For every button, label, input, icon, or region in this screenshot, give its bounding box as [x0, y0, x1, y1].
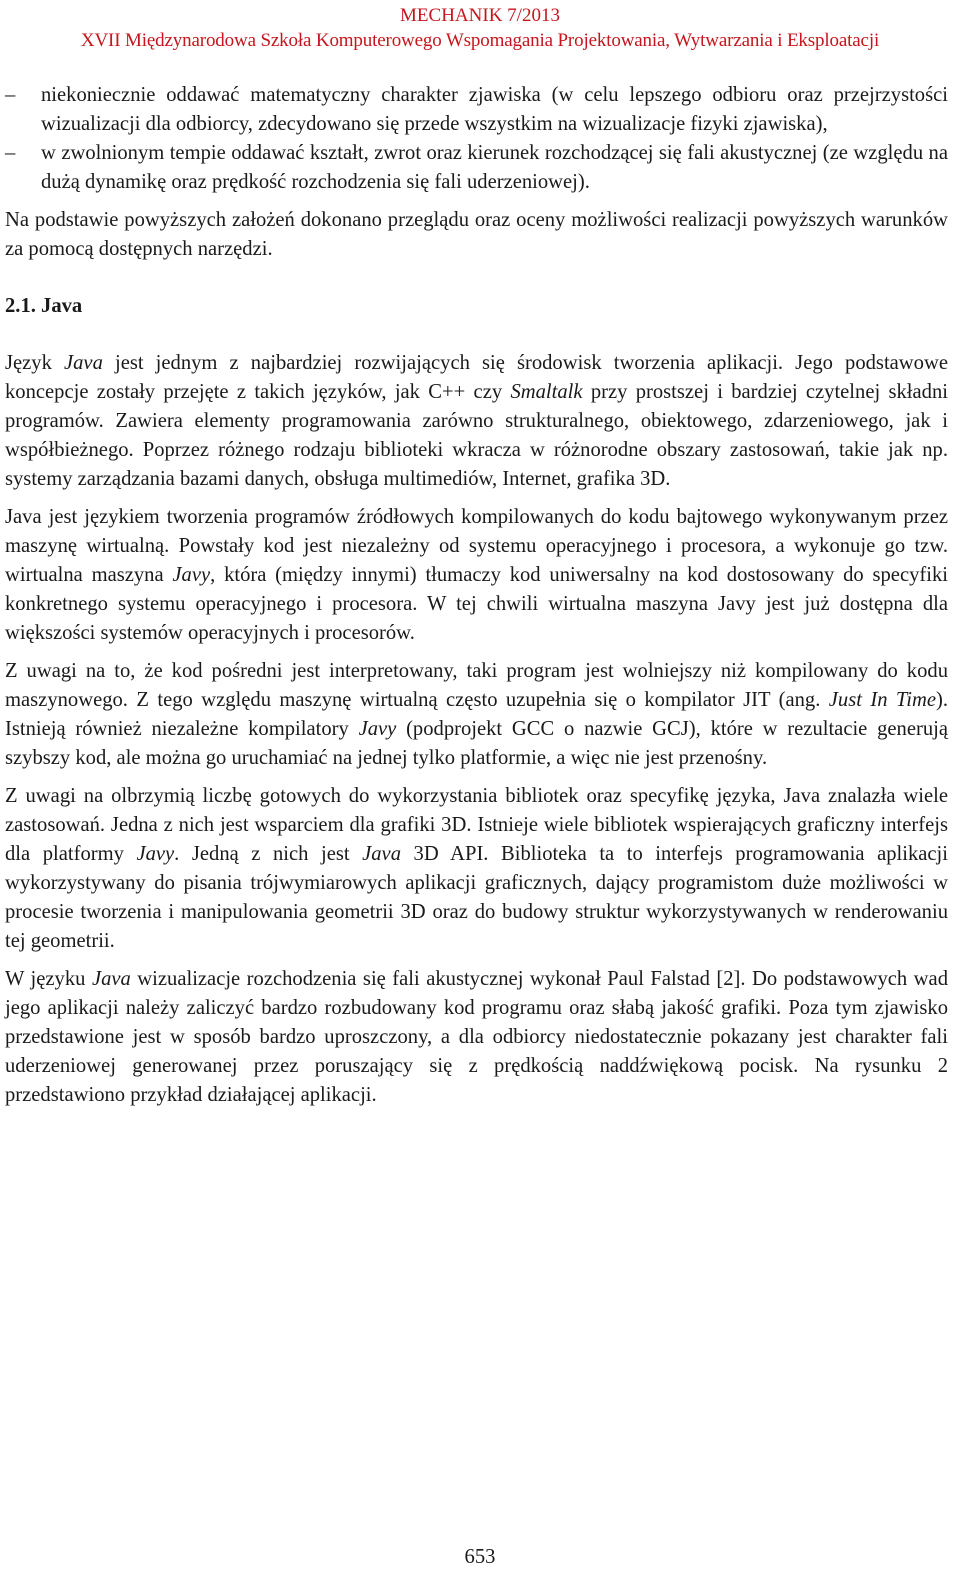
text-run: Z uwagi na olbrzymią liczbę gotowych do wykorzystania bibliotek oraz specyfikę języka, Java znalazła wiele zastosowań. Jedna z nich jest wsparciem dla grafiki 3D. Istnieje wiele bibliotek wspierających graficzny interfejs dla platformy: [5, 785, 948, 865]
paragraph-bytecode: [5, 503, 948, 648]
text-run: Java jest językiem tworzenia programów źródłowych kompilowanych do kodu bajtowego wykonywanym przez maszynę wirtualną. Powstały kod jest niezależny od systemu operacyjnego i procesora, a wykonuje go tzw. wirtualna maszyna: [5, 506, 948, 586]
paragraph-falstad: [5, 965, 948, 1110]
italic-term: Java: [64, 352, 103, 374]
text-run: jest jednym z najbardziej rozwijających się środowisk tworzenia aplikacji. Jego podstawowe koncepcje zostały przejęte z takich języków, jak C++ czy: [5, 352, 948, 403]
intro-paragraph: Na podstawie powyższych założeń dokonano przeglądu oraz oceny możliwości realizacji powyższych warunków za pomocą dostępnych narzędzi.: [5, 209, 948, 260]
conference-title: XVII Międzynarodowa Szkoła Komputerowego Wspomagania Projektowania, Wytwarzania i Eksploatacji: [80, 30, 880, 51]
text-run: . Jedną z nich jest: [174, 843, 363, 865]
italic-term: Java: [362, 843, 401, 865]
text-run: 3D API. Biblioteka ta to interfejs programowania aplikacji wykorzystywany do pisania trójwymiarowych aplikacji graficznych, dający programistom duże możliwości w procesie tworzenia i manipulowania geometrii 3D oraz do budowy struktur wykorzystywanych w renderowaniu tej geometrii.: [5, 843, 948, 952]
list-item: [5, 81, 948, 139]
dash-bullet: –: [5, 84, 16, 106]
paragraph-java3d: [5, 782, 948, 956]
dash-bullet: –: [5, 142, 16, 164]
text-run: wizualizacje rozchodzenia się fali akustycznej wykonał Paul Falstad [2]. Do podstawowych wad jego aplikacji należy zaliczyć bardzo rozbudowany kod programu oraz słabą jakość grafiki. Poza tym zjawisko przedstawione jest w sposób bardzo uproszczony, a dla odbiorcy niedostatecznie pokazany jest charakter fali uderzeniowej generowanej przez poruszający się z prędkością naddźwiękową pocisk. Na rysunku 2 przedstawiono przykład działającej aplikacji.: [5, 968, 948, 1106]
paragraph-interpreter: [5, 657, 948, 773]
running-header: [0, 3, 960, 53]
list-item-text: niekoniecznie oddawać matematyczny charakter zjawiska (w celu lepszego odbioru oraz przejrzystości wizualizacji dla odbiorcy, zdecydowano się przede wszystkim na wizualizacje fizyki zjawiska),: [41, 84, 948, 135]
italic-term: Java: [91, 968, 131, 990]
page-body: [5, 81, 948, 1110]
page-number: 653: [464, 1546, 496, 1568]
text-run: Język: [5, 352, 64, 374]
italic-term: Smaltalk: [510, 381, 583, 403]
paragraph-java-intro: [5, 349, 948, 494]
text-run: przy prostszej i bardziej czytelnej składni programów. Zawiera elementy programowania zarówno strukturalnego, obiektowego, zdarzeniowego, jak i współbieżnego. Poprzez różnego rodzaju biblioteki wkracza w różnorodne obszary zastosowań, takie jak np. systemy zarządzania bazami danych, obsługa multimediów, Internet, grafika 3D.: [5, 381, 948, 490]
list-item: [5, 139, 948, 197]
text-run: , która (między innymi) tłumaczy kod uniwersalny na kod dostosowany do specyfiki konkretnego systemu operacyjnego i procesora. W tej chwili wirtualna maszyna Javy jest już dostępna dla większości systemów operacyjnych i procesorów.: [5, 564, 948, 644]
italic-term: Javy: [172, 564, 211, 586]
list-item-text: w zwolnionym tempie oddawać kształt, zwrot oraz kierunek rozchodzącej się fali akustycznej (ze względu na dużą dynamikę oraz prędkość rozchodzenia się fali uderzeniowej).: [41, 142, 948, 193]
text-run: W języku: [5, 968, 92, 990]
journal-title: MECHANIK 7/2013: [400, 5, 560, 26]
text-run: Z uwagi na to, że kod pośredni jest interpretowany, taki program jest wolniejszy niż kompilowany do kodu maszynowego. Z tego względu maszynę wirtualną często uzupełnia się o kompilator JIT (ang.: [5, 660, 948, 711]
italic-term: Just In Time: [828, 689, 936, 711]
bullet-list: [5, 81, 948, 197]
italic-term: Javy: [358, 718, 397, 740]
text-run: (podprojekt GCC o nazwie GCJ), które w rezultacie generują szybszy kod, ale można go uruchamiać na jednej tylko platformie, a więc nie jest przenośny.: [5, 718, 948, 769]
section-heading: 2.1. Java: [5, 295, 83, 317]
italic-term: Javy: [136, 843, 175, 865]
text-run: ). Istnieją również niezależne kompilatory: [5, 689, 948, 740]
